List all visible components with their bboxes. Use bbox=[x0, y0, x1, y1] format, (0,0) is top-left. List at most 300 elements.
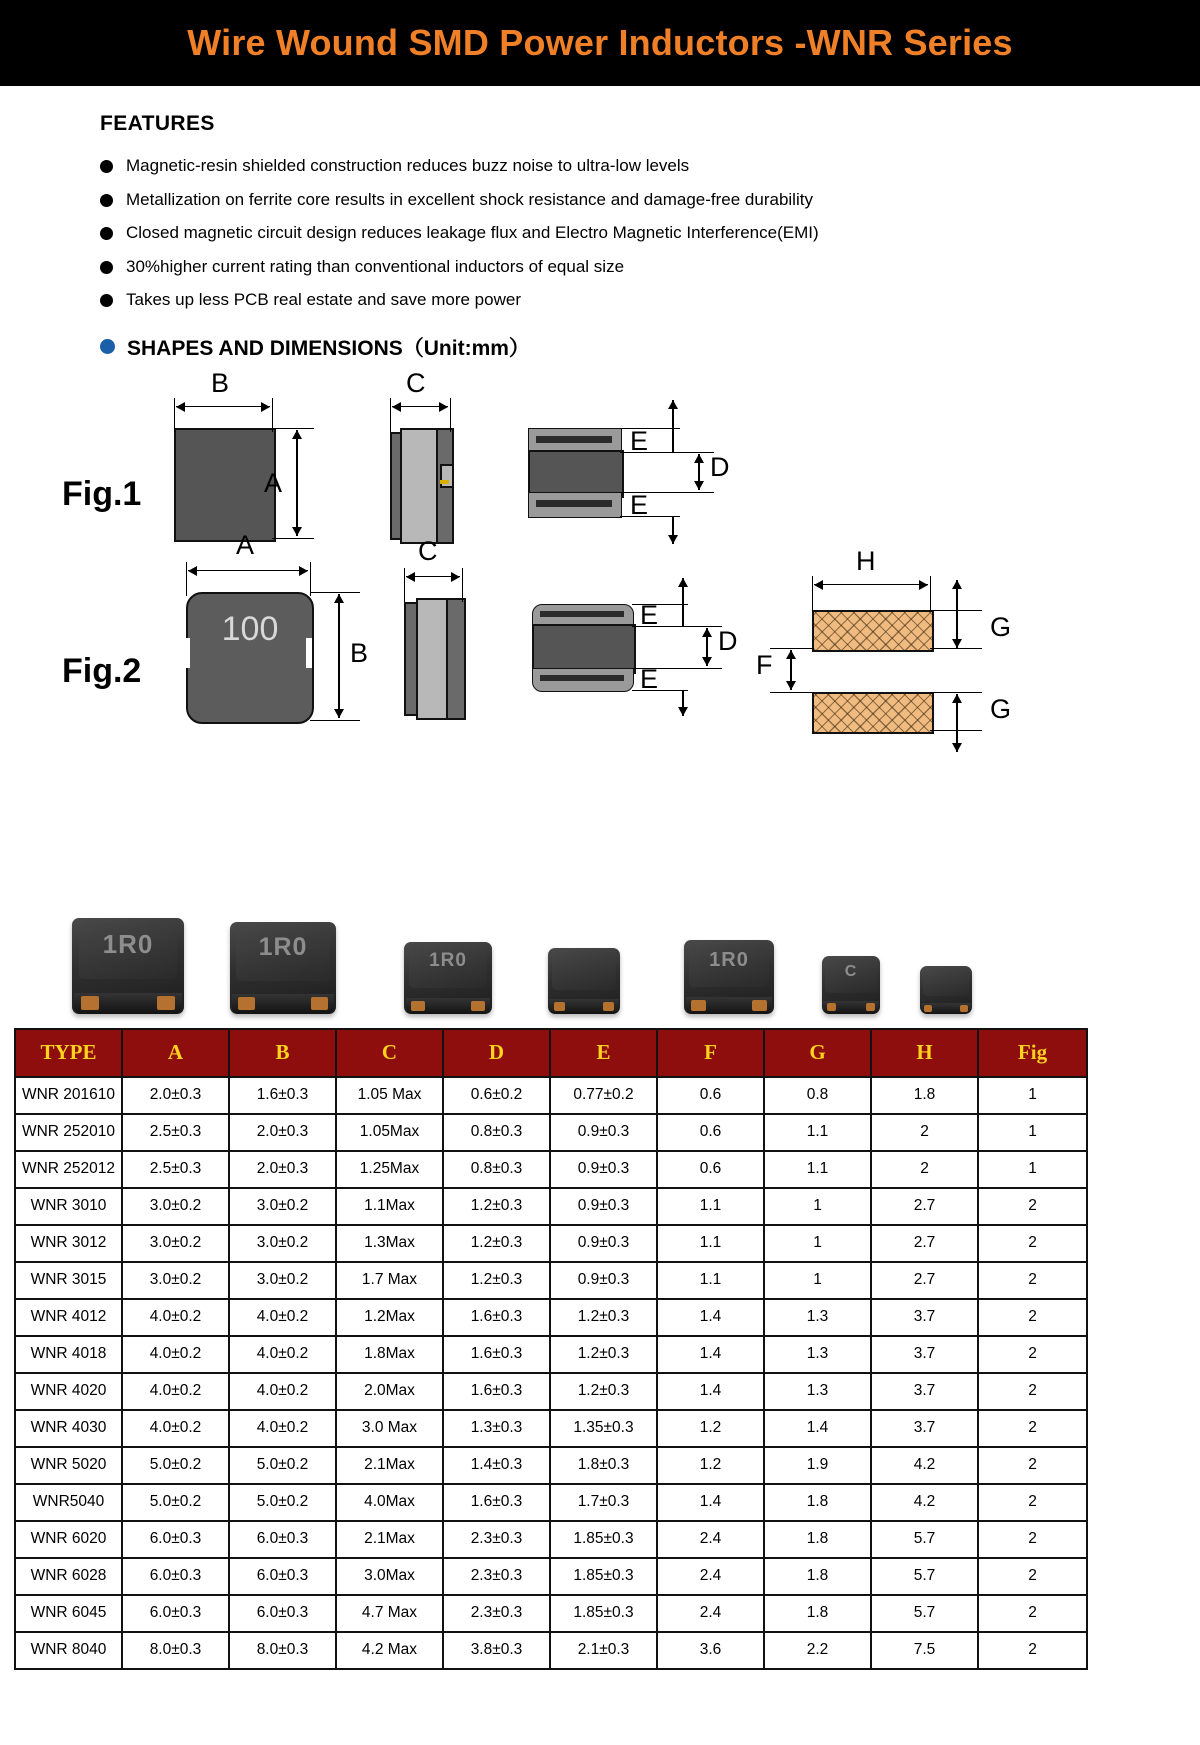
fig2-dim-B: B bbox=[350, 637, 369, 668]
col-header-type: TYPE bbox=[15, 1029, 122, 1077]
col-header-f: F bbox=[657, 1029, 764, 1077]
cell-d: 2.3±0.3 bbox=[443, 1595, 550, 1632]
cell-e: 0.9±0.3 bbox=[550, 1151, 657, 1188]
inductor-body bbox=[822, 956, 880, 1014]
cell-type: WNR 4018 bbox=[15, 1336, 122, 1373]
cell-e: 1.85±0.3 bbox=[550, 1558, 657, 1595]
cell-f: 0.6 bbox=[657, 1114, 764, 1151]
col-header-d: D bbox=[443, 1029, 550, 1077]
feature-text: Metallization on ferrite core results in excellent shock resistance and damage-free durability bbox=[126, 189, 813, 209]
inductor-marking: C bbox=[844, 962, 858, 980]
dimensions-table bbox=[14, 1028, 1088, 1670]
cell-h: 2 bbox=[871, 1114, 978, 1151]
terminal-right-icon bbox=[960, 1005, 968, 1012]
col-header-e: E bbox=[550, 1029, 657, 1077]
fig2-e-bottom-arrow bbox=[682, 690, 684, 716]
fig2-c-ext-right bbox=[462, 568, 463, 602]
fig1-side-view-contact bbox=[440, 464, 454, 488]
cell-g: 1 bbox=[764, 1188, 871, 1225]
cell-h: 5.7 bbox=[871, 1521, 978, 1558]
product-photo bbox=[72, 918, 184, 1014]
cell-b: 3.0±0.2 bbox=[229, 1262, 336, 1299]
cell-f: 1.1 bbox=[657, 1225, 764, 1262]
cell-g: 1.3 bbox=[764, 1373, 871, 1410]
inductor-body bbox=[230, 922, 336, 1014]
terminal-left-icon bbox=[827, 1003, 836, 1011]
cell-h: 2.7 bbox=[871, 1188, 978, 1225]
cell-d: 1.3±0.3 bbox=[443, 1410, 550, 1447]
cell-fig: 2 bbox=[978, 1632, 1087, 1669]
features-list bbox=[100, 156, 1200, 310]
cell-g: 1.8 bbox=[764, 1484, 871, 1521]
cell-g: 1.9 bbox=[764, 1447, 871, 1484]
cell-b: 2.0±0.3 bbox=[229, 1151, 336, 1188]
cell-f: 1.4 bbox=[657, 1336, 764, 1373]
cell-a: 2.0±0.3 bbox=[122, 1077, 229, 1114]
table-row bbox=[15, 1595, 1087, 1632]
table-row bbox=[15, 1336, 1087, 1373]
features-heading: FEATURES bbox=[100, 112, 215, 135]
cell-f: 1.4 bbox=[657, 1484, 764, 1521]
land-dim-F: F bbox=[756, 649, 773, 680]
col-header-a: A bbox=[122, 1029, 229, 1077]
cell-h: 3.7 bbox=[871, 1373, 978, 1410]
cell-type: WNR 3012 bbox=[15, 1225, 122, 1262]
cell-c: 1.3Max bbox=[336, 1225, 443, 1262]
cell-fig: 2 bbox=[978, 1410, 1087, 1447]
feature-item bbox=[100, 156, 1200, 176]
fig2-bottom-view-terminal-bottom bbox=[540, 675, 624, 681]
land-h-ext-left bbox=[812, 576, 813, 612]
cell-fig: 2 bbox=[978, 1188, 1087, 1225]
cell-g: 2.2 bbox=[764, 1632, 871, 1669]
fig1-bottom-view-terminal-top bbox=[536, 436, 612, 443]
cell-f: 1.2 bbox=[657, 1447, 764, 1484]
product-photo bbox=[920, 966, 972, 1014]
bullet-icon bbox=[100, 261, 113, 274]
cell-a: 5.0±0.2 bbox=[122, 1447, 229, 1484]
cell-e: 1.8±0.3 bbox=[550, 1447, 657, 1484]
cell-a: 3.0±0.2 bbox=[122, 1225, 229, 1262]
cell-c: 4.7 Max bbox=[336, 1595, 443, 1632]
product-photo bbox=[404, 942, 492, 1014]
cell-c: 3.0Max bbox=[336, 1558, 443, 1595]
fig2-top-view-body bbox=[186, 592, 314, 724]
fig2-dim-D: D bbox=[718, 625, 738, 656]
cell-a: 4.0±0.2 bbox=[122, 1410, 229, 1447]
fig2-c-dimension-arrow bbox=[406, 576, 460, 578]
cell-type: WNR 252010 bbox=[15, 1114, 122, 1151]
cell-fig: 1 bbox=[978, 1114, 1087, 1151]
cell-h: 2.7 bbox=[871, 1225, 978, 1262]
cell-type: WNR 252012 bbox=[15, 1151, 122, 1188]
cell-type: WNR 4020 bbox=[15, 1373, 122, 1410]
table-row bbox=[15, 1151, 1087, 1188]
cell-e: 1.85±0.3 bbox=[550, 1595, 657, 1632]
fig1-e-top-arrow bbox=[672, 400, 674, 452]
cell-b: 4.0±0.2 bbox=[229, 1373, 336, 1410]
fig1-dim-D: D bbox=[710, 451, 730, 482]
cell-c: 2.1Max bbox=[336, 1447, 443, 1484]
cell-d: 1.6±0.3 bbox=[443, 1336, 550, 1373]
cell-a: 4.0±0.2 bbox=[122, 1299, 229, 1336]
cell-d: 1.6±0.3 bbox=[443, 1373, 550, 1410]
cell-c: 3.0 Max bbox=[336, 1410, 443, 1447]
feature-text: Takes up less PCB real estate and save more power bbox=[126, 290, 521, 310]
cell-c: 1.1Max bbox=[336, 1188, 443, 1225]
fig1-a-ext-top bbox=[272, 428, 314, 429]
cell-type: WNR 5020 bbox=[15, 1447, 122, 1484]
cell-d: 1.2±0.3 bbox=[443, 1188, 550, 1225]
shapes-and-dimensions-heading bbox=[100, 332, 1200, 362]
fig1-e-top-ext-1 bbox=[620, 428, 680, 429]
product-photo bbox=[822, 956, 880, 1014]
cell-f: 0.6 bbox=[657, 1151, 764, 1188]
land-h-dimension-arrow bbox=[814, 584, 928, 586]
cell-fig: 2 bbox=[978, 1558, 1087, 1595]
cell-fig: 2 bbox=[978, 1447, 1087, 1484]
cell-type: WNR 3010 bbox=[15, 1188, 122, 1225]
cell-g: 1 bbox=[764, 1225, 871, 1262]
fig1-bottom-view-middle bbox=[528, 450, 624, 498]
cell-c: 1.7 Max bbox=[336, 1262, 443, 1299]
terminal-left-icon bbox=[411, 1001, 425, 1011]
cell-fig: 2 bbox=[978, 1299, 1087, 1336]
terminal-left-icon bbox=[238, 997, 255, 1010]
col-header-c: C bbox=[336, 1029, 443, 1077]
cell-b: 6.0±0.3 bbox=[229, 1521, 336, 1558]
col-header-g: G bbox=[764, 1029, 871, 1077]
cell-f: 3.6 bbox=[657, 1632, 764, 1669]
terminal-left-icon bbox=[81, 996, 99, 1009]
fig1-dim-E-bottom: E bbox=[630, 489, 649, 520]
cell-e: 1.7±0.3 bbox=[550, 1484, 657, 1521]
inductor-body bbox=[920, 966, 972, 1014]
table-row bbox=[15, 1484, 1087, 1521]
table-row bbox=[15, 1373, 1087, 1410]
fig1-e-bottom-ext-2 bbox=[620, 516, 680, 517]
feature-item bbox=[100, 290, 1200, 310]
cell-g: 0.8 bbox=[764, 1077, 871, 1114]
cell-e: 0.9±0.3 bbox=[550, 1114, 657, 1151]
fig2-dim-E-bottom: E bbox=[640, 663, 659, 694]
cell-d: 2.3±0.3 bbox=[443, 1558, 550, 1595]
product-photo bbox=[548, 948, 620, 1014]
fig2-b-ext-bottom bbox=[310, 720, 360, 721]
cell-a: 2.5±0.3 bbox=[122, 1151, 229, 1188]
terminal-right-icon bbox=[866, 1003, 875, 1011]
cell-fig: 2 bbox=[978, 1484, 1087, 1521]
cell-h: 3.7 bbox=[871, 1299, 978, 1336]
col-header-fig: Fig bbox=[978, 1029, 1087, 1077]
col-header-h: H bbox=[871, 1029, 978, 1077]
land-g-bottom-arrow bbox=[956, 694, 958, 752]
fig2-a-ext-right bbox=[310, 562, 311, 596]
cell-b: 8.0±0.3 bbox=[229, 1632, 336, 1669]
terminal-left-icon bbox=[554, 1002, 566, 1011]
cell-a: 6.0±0.3 bbox=[122, 1521, 229, 1558]
cell-f: 2.4 bbox=[657, 1521, 764, 1558]
cell-h: 2.7 bbox=[871, 1262, 978, 1299]
cell-type: WNR 8040 bbox=[15, 1632, 122, 1669]
cell-h: 3.7 bbox=[871, 1336, 978, 1373]
table-row bbox=[15, 1299, 1087, 1336]
cell-type: WNR 3015 bbox=[15, 1262, 122, 1299]
cell-f: 1.4 bbox=[657, 1373, 764, 1410]
feature-text: Closed magnetic circuit design reduces leakage flux and Electro Magnetic Interference(EMI) bbox=[126, 223, 819, 243]
cell-a: 5.0±0.2 bbox=[122, 1484, 229, 1521]
cell-g: 1.8 bbox=[764, 1558, 871, 1595]
table-row bbox=[15, 1077, 1087, 1114]
cell-fig: 2 bbox=[978, 1262, 1087, 1299]
cell-h: 4.2 bbox=[871, 1447, 978, 1484]
fig1-dim-B: B bbox=[211, 367, 230, 398]
cell-h: 4.2 bbox=[871, 1484, 978, 1521]
cell-c: 4.2 Max bbox=[336, 1632, 443, 1669]
cell-a: 2.5±0.3 bbox=[122, 1114, 229, 1151]
table-row bbox=[15, 1262, 1087, 1299]
fig2-e-top-arrow bbox=[682, 578, 684, 626]
land-dim-G-top: G bbox=[990, 611, 1012, 642]
cell-g: 1.4 bbox=[764, 1410, 871, 1447]
cell-fig: 2 bbox=[978, 1225, 1087, 1262]
inductor-body bbox=[72, 918, 184, 1014]
cell-f: 1.4 bbox=[657, 1299, 764, 1336]
bullet-icon bbox=[100, 160, 113, 173]
cell-f: 2.4 bbox=[657, 1595, 764, 1632]
fig2-dim-C: C bbox=[418, 535, 438, 566]
inductor-top-face bbox=[552, 952, 615, 990]
fig1-b-ext-left bbox=[174, 398, 175, 432]
table-row bbox=[15, 1521, 1087, 1558]
fig1-side-view-lead bbox=[440, 480, 449, 484]
bullet-icon bbox=[100, 294, 113, 307]
cell-f: 1.1 bbox=[657, 1262, 764, 1299]
cell-b: 2.0±0.3 bbox=[229, 1114, 336, 1151]
cell-f: 2.4 bbox=[657, 1558, 764, 1595]
cell-c: 1.05Max bbox=[336, 1114, 443, 1151]
cell-a: 6.0±0.3 bbox=[122, 1558, 229, 1595]
table-row bbox=[15, 1188, 1087, 1225]
bullet-icon bbox=[100, 227, 113, 240]
cell-d: 1.2±0.3 bbox=[443, 1262, 550, 1299]
table-row bbox=[15, 1632, 1087, 1669]
cell-b: 6.0±0.3 bbox=[229, 1595, 336, 1632]
terminal-left-icon bbox=[924, 1005, 932, 1012]
shapes-heading-text: SHAPES AND DIMENSIONS（Unit:mm） bbox=[127, 336, 530, 360]
land-dim-H: H bbox=[856, 545, 876, 576]
fig2-c-ext-left bbox=[404, 568, 405, 602]
cell-type: WNR 4012 bbox=[15, 1299, 122, 1336]
cell-h: 3.7 bbox=[871, 1410, 978, 1447]
product-photo bbox=[684, 940, 774, 1014]
inductor-body bbox=[404, 942, 492, 1014]
cell-e: 2.1±0.3 bbox=[550, 1632, 657, 1669]
land-g-top-ext-2 bbox=[930, 648, 982, 649]
cell-fig: 2 bbox=[978, 1595, 1087, 1632]
fig2-inductance-marking: 100 bbox=[221, 609, 279, 648]
cell-e: 1.2±0.3 bbox=[550, 1336, 657, 1373]
land-pad-top bbox=[812, 610, 934, 652]
fig2-bottom-view-terminal-top bbox=[540, 611, 624, 617]
fig1-c-dimension-arrow bbox=[392, 406, 448, 408]
fig1-dim-A: A bbox=[264, 467, 283, 498]
cell-b: 5.0±0.2 bbox=[229, 1484, 336, 1521]
fig2-b-dimension-arrow bbox=[338, 594, 340, 718]
cell-c: 2.0Max bbox=[336, 1373, 443, 1410]
cell-fig: 2 bbox=[978, 1373, 1087, 1410]
cell-g: 1.1 bbox=[764, 1114, 871, 1151]
fig2-body-notch-left bbox=[184, 638, 190, 668]
table-row bbox=[15, 1558, 1087, 1595]
cell-type: WNR5040 bbox=[15, 1484, 122, 1521]
cell-h: 5.7 bbox=[871, 1558, 978, 1595]
cell-e: 0.9±0.3 bbox=[550, 1262, 657, 1299]
feature-item bbox=[100, 223, 1200, 243]
fig1-bottom-view-terminal-bottom bbox=[536, 500, 612, 507]
cell-b: 6.0±0.3 bbox=[229, 1558, 336, 1595]
table-header-row bbox=[15, 1029, 1087, 1077]
dimension-drawings bbox=[0, 367, 1200, 900]
fig1-top-view-body bbox=[174, 428, 276, 542]
cell-fig: 2 bbox=[978, 1521, 1087, 1558]
cell-h: 7.5 bbox=[871, 1632, 978, 1669]
cell-e: 0.77±0.2 bbox=[550, 1077, 657, 1114]
land-f-dimension-arrow bbox=[790, 650, 792, 690]
land-f-ext-bottom bbox=[770, 692, 814, 693]
blue-bullet-icon bbox=[100, 339, 115, 354]
cell-e: 0.9±0.3 bbox=[550, 1188, 657, 1225]
cell-b: 5.0±0.2 bbox=[229, 1447, 336, 1484]
inductor-marking: 1R0 bbox=[258, 932, 308, 961]
fig1-label: Fig.1 bbox=[62, 474, 142, 513]
fig2-dim-E-top: E bbox=[640, 599, 659, 630]
cell-d: 1.6±0.3 bbox=[443, 1299, 550, 1336]
cell-h: 5.7 bbox=[871, 1595, 978, 1632]
terminal-right-icon bbox=[752, 1000, 766, 1010]
cell-d: 3.8±0.3 bbox=[443, 1632, 550, 1669]
cell-g: 1.3 bbox=[764, 1299, 871, 1336]
fig1-d-dimension-arrow bbox=[698, 454, 700, 490]
fig2-d-dimension-arrow bbox=[706, 628, 708, 666]
feature-item bbox=[100, 190, 1200, 210]
terminal-right-icon bbox=[603, 1002, 615, 1011]
cell-f: 0.6 bbox=[657, 1077, 764, 1114]
cell-d: 2.3±0.3 bbox=[443, 1521, 550, 1558]
land-pad-bottom bbox=[812, 692, 934, 734]
fig1-b-ext-right bbox=[272, 398, 273, 432]
cell-f: 1.1 bbox=[657, 1188, 764, 1225]
cell-type: WNR 6045 bbox=[15, 1595, 122, 1632]
cell-a: 3.0±0.2 bbox=[122, 1262, 229, 1299]
land-f-ext-top bbox=[770, 648, 814, 649]
feature-text: 30%higher current rating than conventional inductors of equal size bbox=[126, 256, 625, 276]
cell-h: 2 bbox=[871, 1151, 978, 1188]
cell-type: WNR 6020 bbox=[15, 1521, 122, 1558]
terminal-right-icon bbox=[311, 997, 328, 1010]
fig2-bottom-view-middle bbox=[532, 624, 636, 674]
cell-g: 1.8 bbox=[764, 1521, 871, 1558]
fig1-c-ext-right bbox=[450, 398, 451, 432]
inductor-marking: 1R0 bbox=[102, 929, 154, 960]
inductor-marking: 1R0 bbox=[429, 950, 467, 972]
cell-e: 1.35±0.3 bbox=[550, 1410, 657, 1447]
cell-d: 0.8±0.3 bbox=[443, 1151, 550, 1188]
terminal-right-icon bbox=[471, 1001, 485, 1011]
col-header-b: B bbox=[229, 1029, 336, 1077]
land-g-top-arrow bbox=[956, 580, 958, 648]
land-dim-G-bottom: G bbox=[990, 693, 1012, 724]
table-row bbox=[15, 1410, 1087, 1447]
fig2-b-ext-top bbox=[310, 592, 360, 593]
cell-c: 1.8Max bbox=[336, 1336, 443, 1373]
feature-text: Magnetic-resin shielded construction reduces buzz noise to ultra-low levels bbox=[126, 156, 690, 175]
page-title: Wire Wound SMD Power Inductors -WNR Series bbox=[187, 22, 1013, 63]
cell-c: 1.25Max bbox=[336, 1151, 443, 1188]
cell-d: 1.6±0.3 bbox=[443, 1484, 550, 1521]
table-body bbox=[15, 1077, 1087, 1669]
cell-d: 1.4±0.3 bbox=[443, 1447, 550, 1484]
cell-e: 1.85±0.3 bbox=[550, 1521, 657, 1558]
cell-c: 1.05 Max bbox=[336, 1077, 443, 1114]
fig1-e-bottom-arrow bbox=[672, 516, 674, 544]
inductor-marking: 1R0 bbox=[709, 948, 749, 971]
cell-fig: 1 bbox=[978, 1077, 1087, 1114]
feature-item bbox=[100, 257, 1200, 277]
cell-d: 0.8±0.3 bbox=[443, 1114, 550, 1151]
fig1-b-dimension-arrow bbox=[176, 406, 270, 408]
cell-h: 1.8 bbox=[871, 1077, 978, 1114]
inductor-top-face bbox=[923, 969, 969, 997]
cell-c: 4.0Max bbox=[336, 1484, 443, 1521]
fig2-label: Fig.2 bbox=[62, 651, 142, 690]
cell-a: 6.0±0.3 bbox=[122, 1595, 229, 1632]
cell-b: 1.6±0.3 bbox=[229, 1077, 336, 1114]
cell-d: 1.2±0.3 bbox=[443, 1225, 550, 1262]
cell-d: 0.6±0.2 bbox=[443, 1077, 550, 1114]
product-photo bbox=[230, 922, 336, 1014]
cell-b: 4.0±0.2 bbox=[229, 1299, 336, 1336]
cell-g: 1.8 bbox=[764, 1595, 871, 1632]
cell-e: 0.9±0.3 bbox=[550, 1225, 657, 1262]
cell-g: 1 bbox=[764, 1262, 871, 1299]
fig1-dim-C: C bbox=[406, 367, 426, 398]
fig2-body-notch-right bbox=[306, 638, 312, 668]
table-row bbox=[15, 1225, 1087, 1262]
inductor-body bbox=[684, 940, 774, 1014]
table-row bbox=[15, 1447, 1087, 1484]
fig1-a-dimension-arrow bbox=[296, 430, 298, 536]
land-h-ext-right bbox=[930, 576, 931, 612]
fig2-a-dimension-arrow bbox=[188, 570, 308, 572]
cell-b: 4.0±0.2 bbox=[229, 1336, 336, 1373]
cell-b: 3.0±0.2 bbox=[229, 1188, 336, 1225]
fig2-side-view-right-term bbox=[446, 598, 466, 720]
fig2-a-ext-left bbox=[186, 562, 187, 596]
fig1-a-ext-bottom bbox=[272, 538, 314, 539]
cell-e: 1.2±0.3 bbox=[550, 1373, 657, 1410]
cell-b: 3.0±0.2 bbox=[229, 1225, 336, 1262]
fig1-dim-E-top: E bbox=[630, 425, 649, 456]
cell-f: 1.2 bbox=[657, 1410, 764, 1447]
land-g-bottom-ext-1 bbox=[930, 692, 982, 693]
cell-fig: 1 bbox=[978, 1151, 1087, 1188]
cell-a: 4.0±0.2 bbox=[122, 1336, 229, 1373]
cell-c: 1.2Max bbox=[336, 1299, 443, 1336]
cell-e: 1.2±0.3 bbox=[550, 1299, 657, 1336]
cell-g: 1.1 bbox=[764, 1151, 871, 1188]
cell-a: 8.0±0.3 bbox=[122, 1632, 229, 1669]
